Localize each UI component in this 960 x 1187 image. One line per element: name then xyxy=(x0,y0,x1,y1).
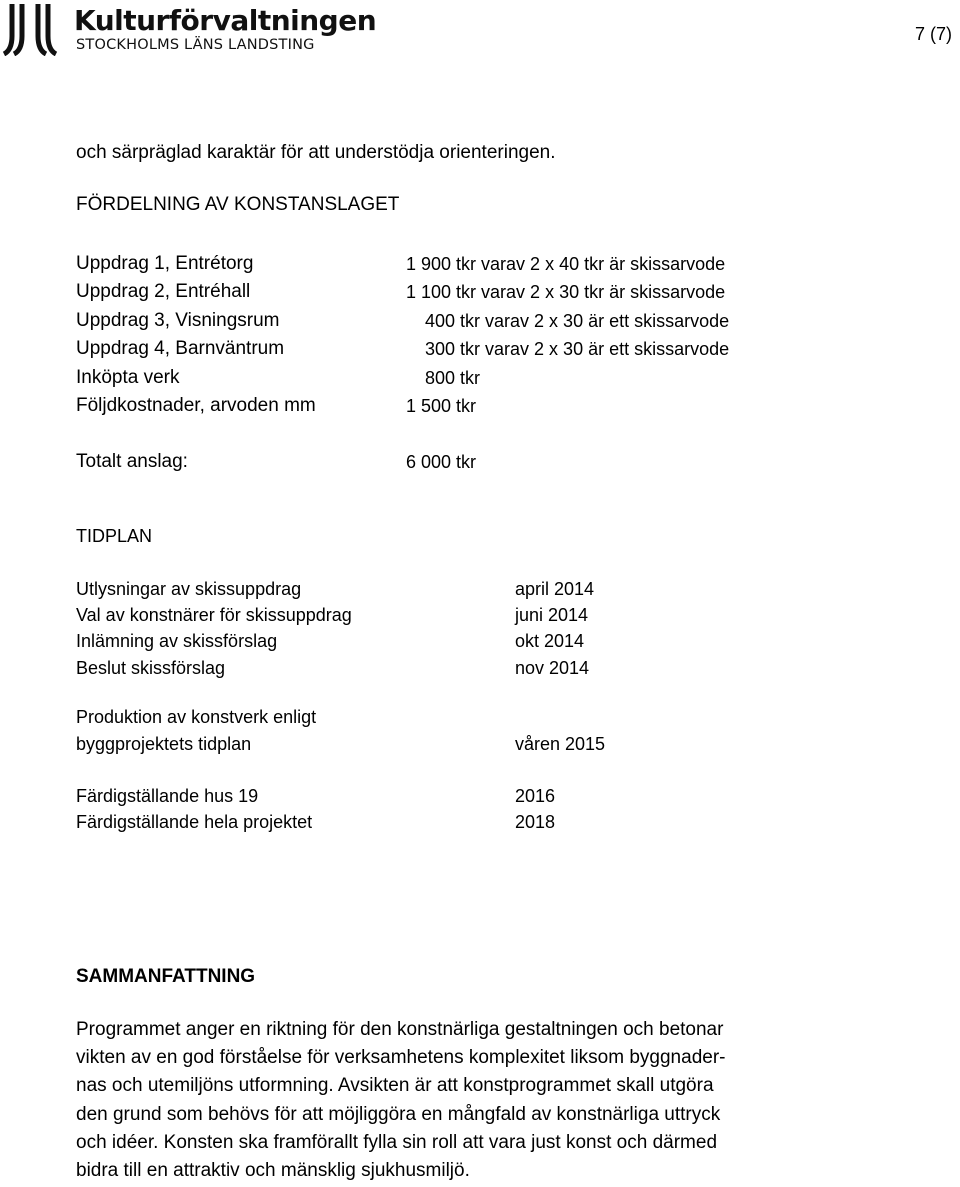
allocation-label: Uppdrag 1, Entrétorg xyxy=(76,253,254,274)
org-subtitle: STOCKHOLMS LÄNS LANDSTING xyxy=(76,37,315,53)
organization-logo xyxy=(0,0,380,60)
page-number: 7 (7) xyxy=(915,24,953,44)
timeline-item-label: Beslut skissförslag xyxy=(76,657,226,678)
timeline-heading: TIDPLAN xyxy=(76,526,153,546)
timeline-labels xyxy=(76,576,352,681)
summary-heading: SAMMANFATTNING xyxy=(76,966,256,987)
total-label: Totalt anslag: xyxy=(76,451,188,472)
allocation-amount: 1 900 tkr varav 2 x 40 tkr är skissarvode xyxy=(406,254,726,274)
timeline-item-label: Val av konstnärer för skissuppdrag xyxy=(76,605,352,626)
timeline-item-date: okt 2014 xyxy=(515,631,585,652)
timeline-item-date: nov 2014 xyxy=(515,657,590,678)
summary-paragraph xyxy=(76,1016,836,1185)
allocation-label: Följdkostnader, arvoden mm xyxy=(76,394,316,416)
summary-line: den grund som behövs för att möjliggöra en mångfald av konstnärliga uttryck xyxy=(76,1103,721,1125)
allocation-amount: 1 100 tkr varav 2 x 30 tkr är skissarvode xyxy=(406,282,726,303)
allocation-amounts xyxy=(406,250,729,420)
timeline-item-date: april 2014 xyxy=(515,579,595,599)
timeline-item-label: Utlysningar av skissuppdrag xyxy=(76,579,302,599)
allocation-labels xyxy=(76,250,316,420)
completion-date: 2016 xyxy=(515,786,556,806)
allocation-amount: 800 tkr xyxy=(425,367,481,388)
summary-line: bidra till en attraktiv och mänsklig sjukhusmiljö. xyxy=(76,1160,470,1182)
allocation-label: Uppdrag 4, Barnväntrum xyxy=(76,338,285,360)
completion-label: Färdigställande hus 19 xyxy=(76,786,259,806)
production-label-line1: Produktion av konstverk enligt xyxy=(76,707,317,727)
logo-mark-icon xyxy=(2,2,66,56)
allocation-amount: 400 tkr varav 2 x 30 är ett skissarvode xyxy=(425,310,730,331)
completion-date: 2018 xyxy=(515,812,556,832)
allocation-label: Uppdrag 2, Entréhall xyxy=(76,281,251,303)
completion-label: Färdigställande hela projektet xyxy=(76,812,313,832)
allocation-label: Uppdrag 3, Visningsrum xyxy=(76,309,280,331)
summary-line: nas och utemiljöns utformning. Avsikten är att konstprogrammet skall utgöra xyxy=(76,1075,714,1097)
timeline-dates xyxy=(515,576,594,681)
summary-line: Programmet anger en riktning för den konstnärliga gestaltningen och betonar xyxy=(76,1019,724,1040)
allocation-label: Inköpta verk xyxy=(76,366,180,388)
summary-line: och idéer. Konsten ska framförallt fylla sin roll att vara just konst och därmed xyxy=(76,1131,718,1153)
timeline-item-label: Inlämning av skissförslag xyxy=(76,631,278,652)
timeline-item-date: juni 2014 xyxy=(515,605,589,626)
summary-line: vikten av en god förståelse för verksamhetens komplexitet liksom byggnader- xyxy=(76,1047,726,1069)
total-value: 6 000 tkr xyxy=(406,452,477,472)
allocation-heading: FÖRDELNING AV KONSTANSLAGET xyxy=(76,194,400,215)
allocation-amount: 300 tkr varav 2 x 30 är ett skissarvode xyxy=(425,339,730,360)
production-label-line2: byggprojektets tidplan xyxy=(76,734,252,754)
intro-text: och särpräglad karaktär för att understödja orienteringen. xyxy=(76,142,556,163)
production-date: våren 2015 xyxy=(515,734,606,754)
org-name: Kulturförvaltningen xyxy=(74,4,377,37)
allocation-amount: 1 500 tkr xyxy=(406,395,477,416)
